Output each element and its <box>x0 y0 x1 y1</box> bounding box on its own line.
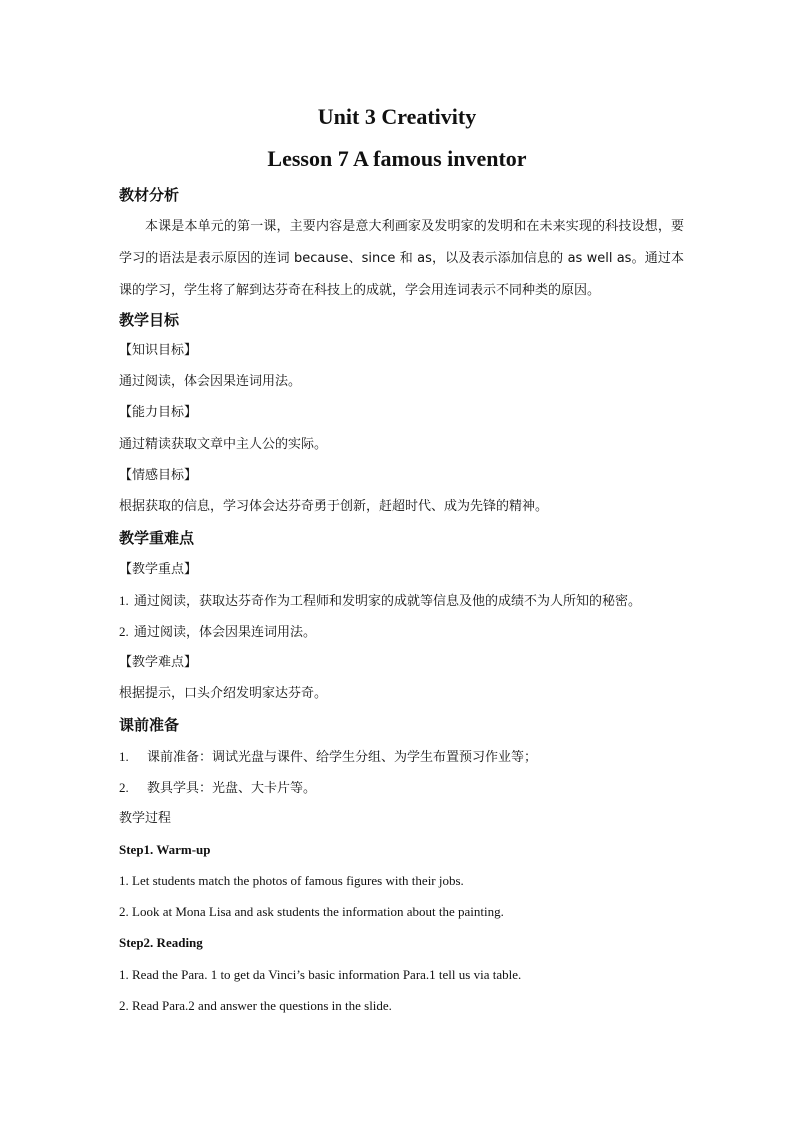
step2-item-1: 1. Read the Para. 1 to get da Vinci’s basic information Para.1 tell us via table. <box>119 967 522 982</box>
unit-title: Unit 3 Creativity <box>317 104 477 129</box>
focus-item-2-number: 2. <box>119 624 129 639</box>
section-heading-analysis: 教材分析 <box>119 186 180 204</box>
focus-item-1 <box>119 591 641 612</box>
step1-item-2: 2. Look at Mona Lisa and ask students the information about the painting. <box>119 904 504 919</box>
difficulty-label: 【教学难点】 <box>119 655 198 670</box>
focus-item-2 <box>119 622 316 643</box>
analysis-paragraph: 本课是本单元的第一课，主要内容是意大利画家及发明家的发明和在未来实现的科技设想，要学习的语法是表示原因的连词 because、since 和 as，以及表示添加信息的 as well as。通过本课的学习，学生将了解到达芬奇在科技上的成就，学会用连词表示不同种类的原因。 <box>119 219 684 298</box>
ability-objective-label: 【能力目标】 <box>119 405 198 420</box>
section-heading-keypoints: 教学重难点 <box>119 529 195 547</box>
section-heading-objectives: 教学目标 <box>119 311 180 329</box>
focus-item-1-number: 1. <box>119 593 129 608</box>
knowledge-objective-text: 通过阅读，体会因果连词用法。 <box>119 374 302 389</box>
focus-item-1-text: 通过阅读，获取达芬奇作为工程师和发明家的成就等信息及他的成绩不为人所知的秘密。 <box>134 594 642 609</box>
prep-item-2-text: 教具学具：光盘、大卡片等。 <box>147 781 317 796</box>
process-label: 教学过程 <box>119 811 172 826</box>
step2-title: Step2. Reading <box>119 935 203 950</box>
lesson-title: Lesson 7 A famous inventor <box>267 146 527 171</box>
knowledge-objective-label: 【知识目标】 <box>119 343 198 358</box>
focus-item-2-text: 通过阅读，体会因果连词用法。 <box>134 625 317 640</box>
prep-item-1 <box>119 747 537 768</box>
step1-item-1: 1. Let students match the photos of famous figures with their jobs. <box>119 873 464 888</box>
step1-title: Step1. Warm-up <box>119 842 211 857</box>
ability-objective-text: 通过精读获取文章中主人公的实际。 <box>119 437 328 452</box>
emotion-objective-label: 【情感目标】 <box>119 468 198 483</box>
prep-item-1-number: 1. <box>119 749 129 764</box>
focus-label: 【教学重点】 <box>119 562 198 577</box>
prep-item-1-text: 课前准备：调试光盘与课件、给学生分组、为学生布置预习作业等； <box>147 750 538 765</box>
section-heading-preparation: 课前准备 <box>119 716 180 734</box>
prep-item-2-number: 2. <box>119 780 129 795</box>
difficulty-text: 根据提示，口头介绍发明家达芬奇。 <box>119 686 328 701</box>
emotion-objective-text: 根据获取的信息，学习体会达芬奇勇于创新，赶超时代、成为先锋的精神。 <box>119 499 549 514</box>
step2-item-2: 2. Read Para.2 and answer the questions in the slide. <box>119 998 392 1013</box>
prep-item-2 <box>119 778 316 799</box>
